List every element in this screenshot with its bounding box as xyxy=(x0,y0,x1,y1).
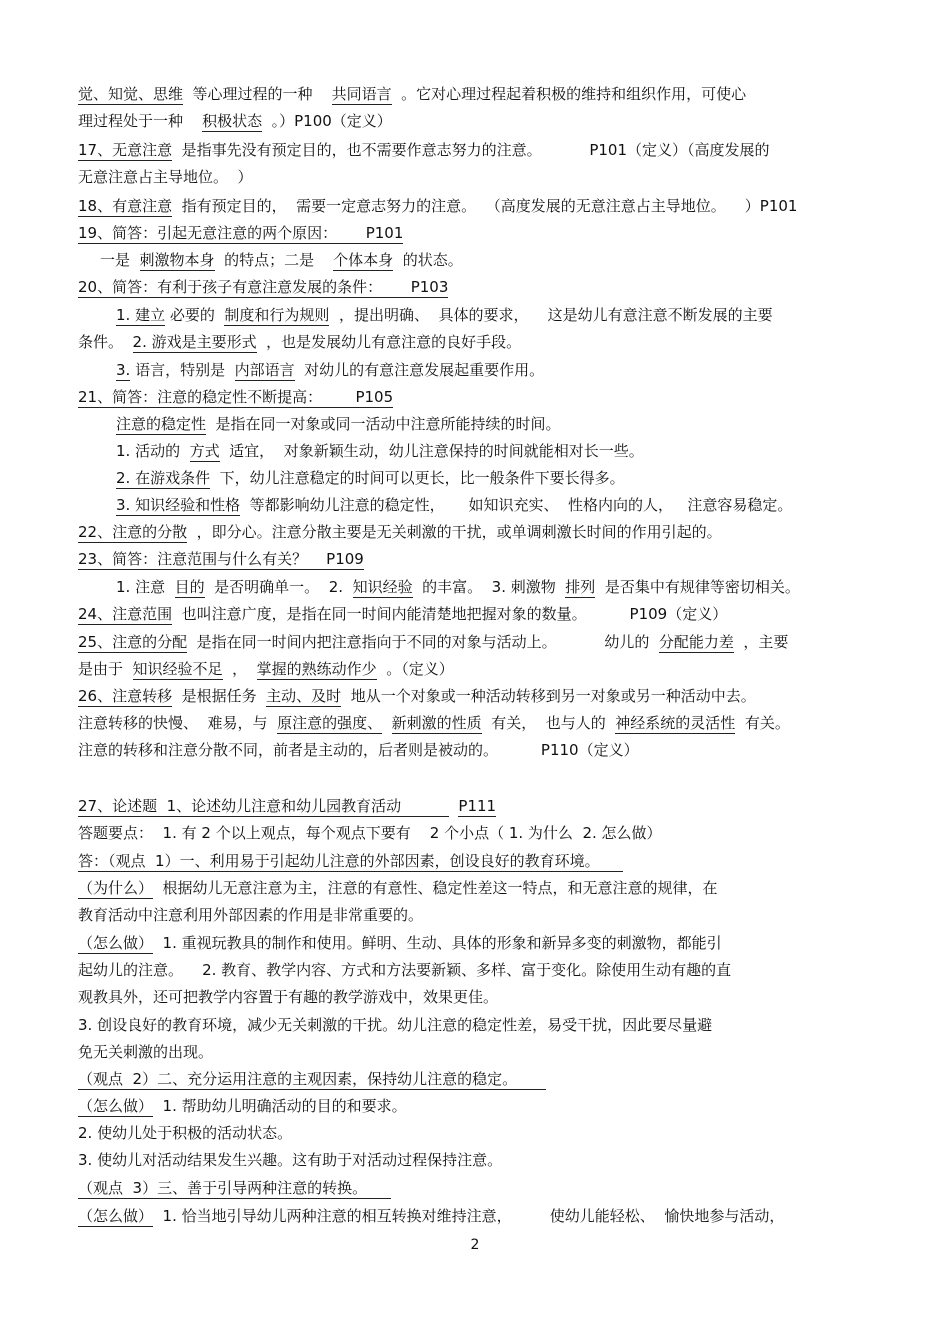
underlined-text: 刺激物本身 xyxy=(139,251,215,269)
underlined-text: 分配能力差 xyxy=(658,633,734,651)
text-line xyxy=(78,277,448,297)
text-line xyxy=(116,577,800,597)
text-segment: 是否集中有规律等密切相关。 xyxy=(595,578,800,596)
text-segment: 是否明确单一。 2. xyxy=(204,578,353,596)
text-line xyxy=(78,686,756,706)
text-segment: 的状态。 xyxy=(393,251,463,269)
text-line xyxy=(78,1096,407,1116)
underlined-text: 23、简答：注意范围与什么有关？ P109 xyxy=(78,550,364,568)
text-line xyxy=(78,1042,213,1062)
text-segment: 根据幼儿无意注意为主，注意的有意性、稳定性差这一特点，和无意注意的规律，在 xyxy=(153,879,718,897)
text-line xyxy=(78,549,364,569)
underlined-text: 制度和行为规则 xyxy=(224,306,330,324)
underlined-text: 17、无意注意 xyxy=(78,141,173,159)
text-segment: 下，幼儿注意稳定的时间可以更长，比一般条件下要长得多。 xyxy=(210,469,625,487)
text-line xyxy=(100,250,463,270)
text-segment: 1. 活动的 xyxy=(116,442,190,460)
text-line xyxy=(78,140,770,160)
underlined-text: （怎么做） xyxy=(78,1207,154,1225)
text-segment: 1. 注意 xyxy=(116,578,175,596)
text-segment: 1. 重视玩教具的制作和使用。鲜明、生动、具体的形象和新异多变的刺激物，都能引 xyxy=(153,934,722,952)
text-segment: ，主要 xyxy=(733,633,789,651)
underlined-text: （观点 3）三、善于引导两种注意的转换。 xyxy=(78,1179,391,1197)
text-line xyxy=(78,332,521,352)
text-segment: 也叫注意广度，是指在同一时间内能清楚地把握对象的数量。 P109（定义） xyxy=(172,605,728,623)
text-segment: 等心理过程的一种 xyxy=(183,85,332,103)
text-segment: ，提出明确、 具体的要求， 这是幼儿有意注意不断发展的主要 xyxy=(329,306,773,324)
underlined-text: 新刺激的性质 xyxy=(391,714,482,732)
text-line xyxy=(116,305,773,325)
page-number: 2 xyxy=(470,1237,480,1253)
text-segment: 观教具外，还可把教学内容置于有趣的教学游戏中，效果更佳。 xyxy=(78,988,499,1006)
text-line xyxy=(78,659,454,679)
underlined-text: 3. 知识经验和性格 xyxy=(116,496,241,514)
text-segment: 的丰富。 3. 刺激物 xyxy=(412,578,566,596)
underlined-text: 19、简答：引起无意注意的两个原因： P101 xyxy=(78,224,404,242)
underlined-text: 排列 xyxy=(565,578,596,596)
underlined-text: 26、注意转移 xyxy=(78,687,173,705)
text-segment: 1. 恰当地引导幼儿两种注意的相互转换对维持注意， 使幼儿能轻松、 愉快地参与活动， xyxy=(153,1207,785,1225)
text-segment: 3. 创设良好的教育环境，减少无关刺激的干扰。幼儿注意的稳定性差，易受干扰，因此要尽量避 xyxy=(78,1016,713,1034)
text-line xyxy=(78,1178,391,1198)
underlined-text: 2. 游戏是主要形式 xyxy=(132,333,257,351)
text-line xyxy=(116,414,561,434)
underlined-text: 神经系统的灵活性 xyxy=(615,714,736,732)
text-segment: 一是 xyxy=(100,251,140,269)
text-line xyxy=(78,740,639,760)
text-segment: 语言，特别是 xyxy=(130,361,235,379)
text-line xyxy=(78,1150,502,1170)
text-segment: 。它对心理过程起着积极的维持和组织作用，可使心 xyxy=(391,85,747,103)
text-segment: 是由于 xyxy=(78,660,133,678)
underlined-text: 20、简答：有利于孩子有意注意发展的条件： P103 xyxy=(78,278,449,296)
underlined-text: 共同语言 xyxy=(331,85,392,103)
underlined-text: 知识经验 xyxy=(352,578,413,596)
text-line xyxy=(116,468,625,488)
text-line xyxy=(78,878,718,898)
text-line xyxy=(78,796,496,816)
underlined-text: 积极状态 xyxy=(202,112,263,130)
text-segment: 免无关刺激的出现。 xyxy=(78,1043,214,1061)
underlined-text: 答：（观点 1）一、利用易于引起幼儿注意的外部因素，创设良好的教育环境。 xyxy=(78,852,624,870)
underlined-text: （怎么做） xyxy=(78,1097,154,1115)
underlined-text: 25、注意的分配 xyxy=(78,633,188,651)
text-line xyxy=(78,84,746,104)
underlined-text: （为什么） xyxy=(78,879,154,897)
underlined-text: 21、简答：注意的稳定性不断提高： P105 xyxy=(78,388,394,406)
text-segment: 适宜， 对象新颖生动，幼儿注意保持的时间就能相对长一些。 xyxy=(219,442,644,460)
text-line xyxy=(78,713,790,733)
text-line xyxy=(78,823,662,843)
text-line xyxy=(78,522,722,542)
text-line xyxy=(78,223,403,243)
text-line xyxy=(78,987,498,1007)
underlined-text: 内部语言 xyxy=(234,361,295,379)
text-line xyxy=(78,604,727,624)
underlined-text: 1. 建立 xyxy=(116,306,166,324)
underlined-text: 方式 xyxy=(189,442,220,460)
underlined-text: 注意的稳定性 xyxy=(116,415,207,433)
text-segment: 有关， 也与人的 xyxy=(481,714,616,732)
text-segment: 答题要点： 1. 有 2 个以上观点，每个观点下要有 2 个小点（ 1. 为什么 2. 怎么做） xyxy=(78,824,662,842)
text-line xyxy=(78,1069,546,1089)
text-line xyxy=(78,111,392,131)
text-segment: 理过程处于一种 xyxy=(78,112,203,130)
underlined-text: 知识经验不足 xyxy=(132,660,223,678)
text-segment: 注意的转移和注意分散不同，前者是主动的，后者则是被动的。 P110（定义） xyxy=(78,741,639,759)
text-line xyxy=(78,905,423,925)
text-line xyxy=(78,1015,712,1035)
underlined-text: 掌握的熟练动作少 xyxy=(256,660,377,678)
text-segment: 是指在同一对象或同一活动中注意所能持续的时间。 xyxy=(206,415,561,433)
text-segment: 指有预定目的， 需要一定意志努力的注意。 （高度发展的无意注意占主导地位。 ）P101 xyxy=(172,197,798,215)
underlined-text: 觉、知觉、思维 xyxy=(78,85,184,103)
text-line xyxy=(78,387,393,407)
text-segment: 教育活动中注意利用外部因素的作用是非常重要的。 xyxy=(78,906,424,924)
underlined-text: P111 xyxy=(458,797,497,815)
text-segment: 条件。 xyxy=(78,333,133,351)
text-segment: 有关。 xyxy=(735,714,790,732)
text-segment: 等都影响幼儿注意的稳定性， 如知识充实、 性格内向的人， 注意容易稳定。 xyxy=(240,496,793,514)
text-segment: 注意转移的快慢、 难易，与 xyxy=(78,714,278,732)
underlined-text: 个体本身 xyxy=(333,251,394,269)
text-segment: 是根据任务 xyxy=(172,687,267,705)
underlined-text: （怎么做） xyxy=(78,934,154,952)
text-line xyxy=(78,960,731,980)
underlined-text: （观点 2）二、充分运用注意的主观因素，保持幼儿注意的稳定。 xyxy=(78,1070,546,1088)
text-segment: 的特点；二是 xyxy=(214,251,334,269)
text-segment: 3. 使幼儿对活动结果发生兴趣。这有助于对活动过程保持注意。 xyxy=(78,1151,503,1169)
underlined-text: 目的 xyxy=(174,578,205,596)
text-segment: 。）P100（定义） xyxy=(262,112,392,130)
underlined-text: 3. xyxy=(116,361,131,379)
underlined-text: 27、论述题 1、论述幼儿注意和幼儿园教育活动 xyxy=(78,797,449,815)
underlined-text: 原注意的强度、 xyxy=(277,714,383,732)
text-line xyxy=(78,167,253,187)
text-segment: 起幼儿的注意。 2. 教育、教学内容、方式和方法要新颖、多样、富于变化。除使用生动有趣的直 xyxy=(78,961,732,979)
underlined-text: 18、有意注意 xyxy=(78,197,173,215)
text-segment: 对幼儿的有意注意发展起重要作用。 xyxy=(294,361,545,379)
underlined-text: 22、注意的分散 xyxy=(78,523,188,541)
text-segment: ，即分心。注意分散主要是无关刺激的干扰，或单调刺激长时间的作用引起的。 xyxy=(187,523,722,541)
text-segment xyxy=(382,714,392,732)
text-segment: 是指事先没有预定目的，也不需要作意志努力的注意。 P101（定义）（高度发展的 xyxy=(172,141,770,159)
text-line xyxy=(116,360,544,380)
text-line xyxy=(78,933,722,953)
text-line xyxy=(78,1123,292,1143)
underlined-text: 24、注意范围 xyxy=(78,605,173,623)
text-segment: 无意注意占主导地位。 ） xyxy=(78,168,253,186)
text-segment: ， xyxy=(222,660,257,678)
text-segment: 1. 帮助幼儿明确活动的目的和要求。 xyxy=(153,1097,407,1115)
text-segment: 。（定义） xyxy=(376,660,454,678)
text-segment: 2. 使幼儿处于积极的活动状态。 xyxy=(78,1124,293,1142)
text-line xyxy=(78,632,788,652)
text-segment xyxy=(449,797,459,815)
underlined-text: 2. 在游戏条件 xyxy=(116,469,211,487)
text-segment: 是指在同一时间内把注意指向于不同的对象与活动上。 幼儿的 xyxy=(187,633,659,651)
underlined-text: 主动、及时 xyxy=(266,687,342,705)
text-segment: ，也是发展幼儿有意注意的良好手段。 xyxy=(256,333,522,351)
text-line xyxy=(78,1206,784,1226)
text-line xyxy=(78,196,797,216)
text-line xyxy=(116,441,644,461)
text-line xyxy=(78,851,623,871)
text-segment: 必要的 xyxy=(165,306,225,324)
text-segment: 地从一个对象或一种活动转移到另一对象或另一种活动中去。 xyxy=(341,687,756,705)
text-line xyxy=(116,495,792,515)
